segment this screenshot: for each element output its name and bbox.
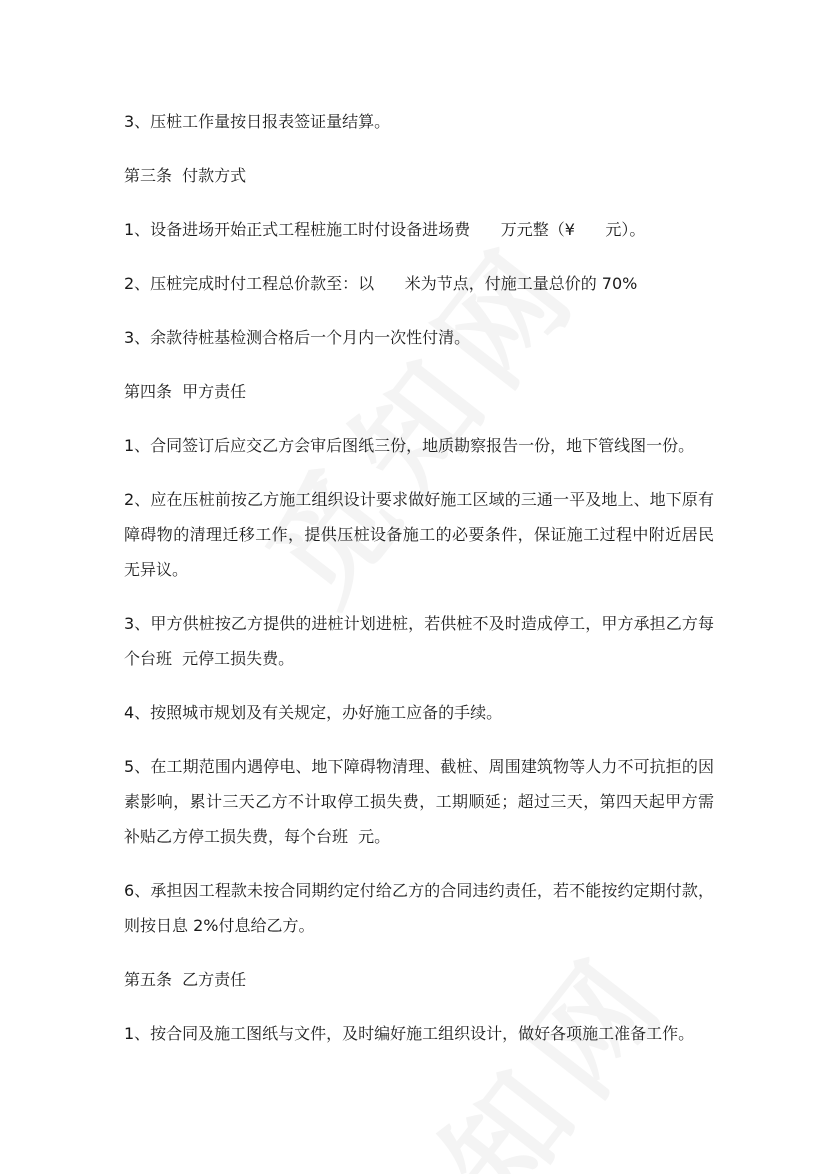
article-4-item-4: 4、按照城市规划及有关规定，办好施工应备的手续。	[124, 703, 503, 722]
article-5-heading: 第五条 乙方责任	[124, 970, 247, 989]
article-4-item-3: 3、甲方供桩按乙方提供的进桩计划进桩，若供桩不及时造成停工，甲方承担乙方每个台班 元停工损失费。	[124, 614, 714, 668]
article-4-heading: 第四条 甲方责任	[124, 382, 247, 401]
article-5-item-1: 1、按合同及施工图纸与文件，及时编好施工组织设计，做好各项施工准备工作。	[124, 1024, 695, 1043]
article-3-heading: 第三条 付款方式	[124, 166, 247, 185]
article-3-item-3: 3、余款待桩基检测合格后一个月内一次性付清。	[124, 328, 471, 347]
article-4-item-5: 5、在工期范围内遇停电、地下障碍物清理、截桩、周围建筑物等人力不可抗拒的因素影响，累计三天乙方不计取停工损失费，工期顺延；超过三天，第四天起甲方需补贴乙方停工损失费，每个台班 元。	[124, 757, 714, 846]
document-body	[124, 104, 714, 1070]
article-4-item-2: 2、应在压桩前按乙方施工组织设计要求做好施工区域的三通一平及地上、地下原有障碍物的清理迁移工作，提供压桩设备施工的必要条件，保证施工过程中附近居民无异议。	[124, 490, 714, 579]
clause-2-item-3: 3、压桩工作量按日报表签证量结算。	[124, 112, 391, 131]
article-4-item-1: 1、合同签订后应交乙方会审后图纸三份，地质勘察报告一份，地下管线图一份。	[124, 436, 695, 455]
article-3-item-2: 2、压桩完成时付工程总价款至：以 米为节点，付施工量总价的 70%	[124, 274, 638, 293]
article-4-item-6: 6、承担因工程款未按合同期约定付给乙方的合同违约责任，若不能按约定期付款，则按日息 2%付息给乙方。	[124, 881, 714, 935]
article-3-item-1: 1、设备进场开始正式工程桩施工时付设备进场费 万元整（¥ 元）。	[124, 220, 646, 239]
